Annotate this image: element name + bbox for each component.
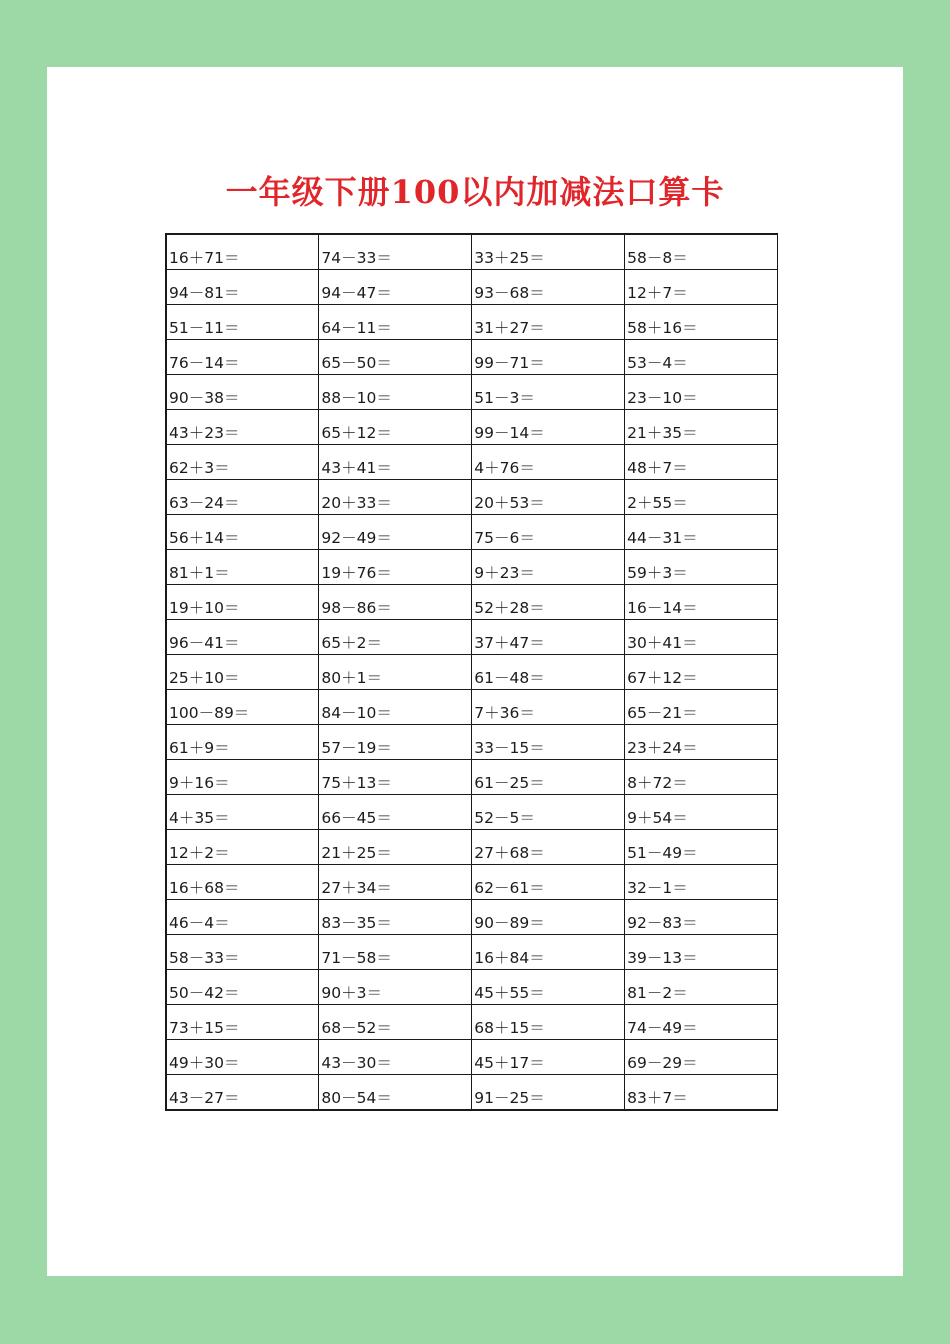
problem-cell: 37＋47＝	[472, 620, 625, 655]
problem-cell: 51－3＝	[472, 375, 625, 410]
problem-cell: 8＋72＝	[625, 760, 778, 795]
problem-cell: 61－25＝	[472, 760, 625, 795]
problem-cell: 51－49＝	[625, 830, 778, 865]
problem-cell: 52－5＝	[472, 795, 625, 830]
table-row	[166, 515, 778, 550]
problem-cell: 65＋2＝	[319, 620, 472, 655]
problem-cell: 92－83＝	[625, 900, 778, 935]
problem-cell: 9＋54＝	[625, 795, 778, 830]
problem-cell: 99－71＝	[472, 340, 625, 375]
table-row	[166, 970, 778, 1005]
problem-cell: 46－4＝	[166, 900, 319, 935]
problem-cell: 88－10＝	[319, 375, 472, 410]
table-row	[166, 690, 778, 725]
problem-cell: 91－25＝	[472, 1075, 625, 1111]
problem-cell: 100－89＝	[166, 690, 319, 725]
problem-cell: 57－19＝	[319, 725, 472, 760]
problem-cell: 90－89＝	[472, 900, 625, 935]
problem-cell: 33－15＝	[472, 725, 625, 760]
problem-cell: 65＋12＝	[319, 410, 472, 445]
problem-cell: 80－54＝	[319, 1075, 472, 1111]
problem-cell: 62－61＝	[472, 865, 625, 900]
problem-cell: 80＋1＝	[319, 655, 472, 690]
problem-cell: 43－30＝	[319, 1040, 472, 1075]
problem-cell: 62＋3＝	[166, 445, 319, 480]
problem-cell: 44－31＝	[625, 515, 778, 550]
problem-cell: 20＋53＝	[472, 480, 625, 515]
problem-cell: 16＋84＝	[472, 935, 625, 970]
problem-cell: 81－2＝	[625, 970, 778, 1005]
problem-cell: 30＋41＝	[625, 620, 778, 655]
problem-cell: 23－10＝	[625, 375, 778, 410]
table-row	[166, 865, 778, 900]
problem-cell: 31＋27＝	[472, 305, 625, 340]
problem-cell: 58－8＝	[625, 234, 778, 270]
problem-cell: 99－14＝	[472, 410, 625, 445]
table-row	[166, 830, 778, 865]
problem-cell: 90－38＝	[166, 375, 319, 410]
table-row	[166, 480, 778, 515]
worksheet-page	[47, 67, 903, 1276]
problem-cell: 33＋25＝	[472, 234, 625, 270]
problem-cell: 66－45＝	[319, 795, 472, 830]
problem-cell: 59＋3＝	[625, 550, 778, 585]
problem-cell: 12＋7＝	[625, 270, 778, 305]
problem-cell: 45＋17＝	[472, 1040, 625, 1075]
problem-cell: 4＋35＝	[166, 795, 319, 830]
problem-cell: 73＋15＝	[166, 1005, 319, 1040]
problem-cell: 58＋16＝	[625, 305, 778, 340]
problem-cell: 21＋25＝	[319, 830, 472, 865]
problem-cell: 25＋10＝	[166, 655, 319, 690]
problem-cell: 21＋35＝	[625, 410, 778, 445]
problem-cell: 81＋1＝	[166, 550, 319, 585]
table-row	[166, 620, 778, 655]
table-row	[166, 1075, 778, 1111]
problem-cell: 64－11＝	[319, 305, 472, 340]
problem-cell: 16－14＝	[625, 585, 778, 620]
table-row	[166, 655, 778, 690]
problem-cell: 53－4＝	[625, 340, 778, 375]
table-row	[166, 760, 778, 795]
problem-cell: 69－29＝	[625, 1040, 778, 1075]
table-row	[166, 1005, 778, 1040]
problem-cell: 58－33＝	[166, 935, 319, 970]
table-row	[166, 340, 778, 375]
problem-cell: 63－24＝	[166, 480, 319, 515]
problem-cell: 68－52＝	[319, 1005, 472, 1040]
problem-cell: 92－49＝	[319, 515, 472, 550]
problem-cell: 20＋33＝	[319, 480, 472, 515]
problem-cell: 16＋68＝	[166, 865, 319, 900]
problem-cell: 83＋7＝	[625, 1075, 778, 1111]
problem-cell: 76－14＝	[166, 340, 319, 375]
problem-cell: 16＋71＝	[166, 234, 319, 270]
problem-cell: 61－48＝	[472, 655, 625, 690]
table-row	[166, 270, 778, 305]
problem-cell: 75－6＝	[472, 515, 625, 550]
problem-cell: 65－50＝	[319, 340, 472, 375]
problem-cell: 27＋68＝	[472, 830, 625, 865]
table-row	[166, 410, 778, 445]
problem-cell: 52＋28＝	[472, 585, 625, 620]
problem-cell: 98－86＝	[319, 585, 472, 620]
problem-cell: 90＋3＝	[319, 970, 472, 1005]
table-row	[166, 725, 778, 760]
problem-cell: 65－21＝	[625, 690, 778, 725]
worksheet-title: 一年级下册100以内加减法口算卡	[225, 173, 725, 211]
problem-cell: 45＋55＝	[472, 970, 625, 1005]
table-row	[166, 1040, 778, 1075]
problem-cell: 71－58＝	[319, 935, 472, 970]
problem-cell: 74－49＝	[625, 1005, 778, 1040]
problem-cell: 19＋10＝	[166, 585, 319, 620]
problem-cell: 68＋15＝	[472, 1005, 625, 1040]
table-row	[166, 234, 778, 270]
problem-cell: 43＋23＝	[166, 410, 319, 445]
arithmetic-table	[165, 233, 778, 1111]
problem-cell: 7＋36＝	[472, 690, 625, 725]
problem-cell: 61＋9＝	[166, 725, 319, 760]
problem-cell: 23＋24＝	[625, 725, 778, 760]
problem-cell: 39－13＝	[625, 935, 778, 970]
problem-cell: 67＋12＝	[625, 655, 778, 690]
table-row	[166, 585, 778, 620]
problem-cell: 94－47＝	[319, 270, 472, 305]
problem-cell: 84－10＝	[319, 690, 472, 725]
table-row	[166, 795, 778, 830]
table-row	[166, 900, 778, 935]
table-row	[166, 445, 778, 480]
problem-cell: 4＋76＝	[472, 445, 625, 480]
problem-cell: 9＋16＝	[166, 760, 319, 795]
problem-cell: 83－35＝	[319, 900, 472, 935]
problem-cell: 43＋41＝	[319, 445, 472, 480]
table-row	[166, 305, 778, 340]
problem-cell: 96－41＝	[166, 620, 319, 655]
table-row	[166, 935, 778, 970]
problem-cell: 50－42＝	[166, 970, 319, 1005]
problem-cell: 19＋76＝	[319, 550, 472, 585]
table-row	[166, 550, 778, 585]
table-row	[166, 375, 778, 410]
problem-cell: 27＋34＝	[319, 865, 472, 900]
problem-cell: 93－68＝	[472, 270, 625, 305]
problem-cell: 51－11＝	[166, 305, 319, 340]
problem-cell: 2＋55＝	[625, 480, 778, 515]
problem-cell: 12＋2＝	[166, 830, 319, 865]
problem-cell: 9＋23＝	[472, 550, 625, 585]
problem-cell: 48＋7＝	[625, 445, 778, 480]
problem-cell: 94－81＝	[166, 270, 319, 305]
problem-cell: 75＋13＝	[319, 760, 472, 795]
problem-cell: 56＋14＝	[166, 515, 319, 550]
problem-cell: 32－1＝	[625, 865, 778, 900]
problem-cell: 74－33＝	[319, 234, 472, 270]
problem-cell: 43－27＝	[166, 1075, 319, 1111]
problem-cell: 49＋30＝	[166, 1040, 319, 1075]
